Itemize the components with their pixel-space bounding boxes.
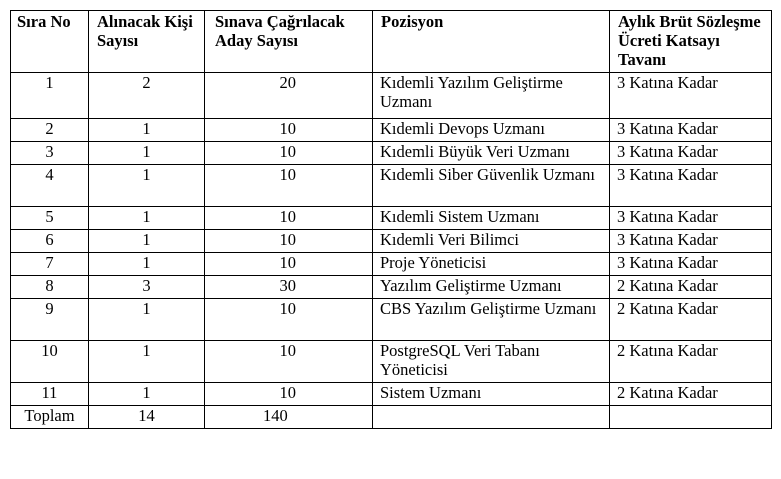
table-header-row xyxy=(11,11,772,73)
cell-fee: 3 Katına Kadar xyxy=(610,119,772,142)
cell-fee: 3 Katına Kadar xyxy=(610,207,772,230)
cell-count: 1 xyxy=(89,341,205,383)
cell-position: Kıdemli Siber Güvenlik Uzmanı xyxy=(373,165,610,207)
cell-fee: 3 Katına Kadar xyxy=(610,73,772,119)
cell-no: 11 xyxy=(11,383,89,406)
cell-fee: 3 Katına Kadar xyxy=(610,142,772,165)
cell-position: Kıdemli Büyük Veri Uzmanı xyxy=(373,142,610,165)
table-row xyxy=(11,119,772,142)
cell-candidates: 10 xyxy=(205,299,373,341)
cell-fee: 3 Katına Kadar xyxy=(610,230,772,253)
cell-count: 3 xyxy=(89,276,205,299)
cell-position: CBS Yazılım Geliştirme Uzmanı xyxy=(373,299,610,341)
table-row xyxy=(11,341,772,383)
cell-count: 2 xyxy=(89,73,205,119)
cell-no: 5 xyxy=(11,207,89,230)
cell-candidates: 10 xyxy=(205,142,373,165)
cell-fee: 2 Katına Kadar xyxy=(610,276,772,299)
header-count: Alınacak Kişi Sayısı xyxy=(89,11,205,73)
table-row xyxy=(11,165,772,207)
header-position: Pozisyon xyxy=(373,11,610,73)
cell-count: 1 xyxy=(89,207,205,230)
total-candidates: 140 xyxy=(205,406,373,429)
total-fee xyxy=(610,406,772,429)
cell-position: Yazılım Geliştirme Uzmanı xyxy=(373,276,610,299)
cell-no: 8 xyxy=(11,276,89,299)
cell-count: 1 xyxy=(89,253,205,276)
cell-position: Kıdemli Veri Bilimci xyxy=(373,230,610,253)
table-row xyxy=(11,142,772,165)
cell-position: Proje Yöneticisi xyxy=(373,253,610,276)
cell-no: 1 xyxy=(11,73,89,119)
cell-count: 1 xyxy=(89,230,205,253)
table-row xyxy=(11,253,772,276)
cell-fee: 2 Katına Kadar xyxy=(610,299,772,341)
header-fee: Aylık Brüt Sözleşme Ücreti Katsayı Tavanı xyxy=(610,11,772,73)
total-row xyxy=(11,406,772,429)
cell-fee: 2 Katına Kadar xyxy=(610,383,772,406)
cell-count: 1 xyxy=(89,142,205,165)
cell-no: 3 xyxy=(11,142,89,165)
total-count: 14 xyxy=(89,406,205,429)
total-position xyxy=(373,406,610,429)
document-page xyxy=(10,10,771,429)
cell-candidates: 10 xyxy=(205,341,373,383)
cell-candidates: 10 xyxy=(205,165,373,207)
cell-position: Sistem Uzmanı xyxy=(373,383,610,406)
header-candidates: Sınava Çağrılacak Aday Sayısı xyxy=(205,11,373,73)
cell-fee: 3 Katına Kadar xyxy=(610,253,772,276)
table-row xyxy=(11,276,772,299)
cell-fee: 3 Katına Kadar xyxy=(610,165,772,207)
table-row xyxy=(11,230,772,253)
cell-count: 1 xyxy=(89,383,205,406)
cell-no: 2 xyxy=(11,119,89,142)
cell-position: PostgreSQL Veri Tabanı Yöneticisi xyxy=(373,341,610,383)
cell-candidates: 10 xyxy=(205,207,373,230)
cell-position: Kıdemli Sistem Uzmanı xyxy=(373,207,610,230)
cell-candidates: 10 xyxy=(205,230,373,253)
cell-candidates: 10 xyxy=(205,119,373,142)
table-row xyxy=(11,383,772,406)
cell-count: 1 xyxy=(89,165,205,207)
cell-no: 7 xyxy=(11,253,89,276)
table-row xyxy=(11,73,772,119)
cell-candidates: 20 xyxy=(205,73,373,119)
cell-candidates: 30 xyxy=(205,276,373,299)
cell-candidates: 10 xyxy=(205,253,373,276)
cell-position: Kıdemli Yazılım Geliştirme Uzmanı xyxy=(373,73,610,119)
cell-no: 10 xyxy=(11,341,89,383)
cell-candidates: 10 xyxy=(205,383,373,406)
header-no: Sıra No xyxy=(11,11,89,73)
positions-table xyxy=(10,10,772,429)
table-row xyxy=(11,207,772,230)
cell-fee: 2 Katına Kadar xyxy=(610,341,772,383)
cell-no: 4 xyxy=(11,165,89,207)
cell-count: 1 xyxy=(89,119,205,142)
cell-count: 1 xyxy=(89,299,205,341)
cell-no: 9 xyxy=(11,299,89,341)
cell-no: 6 xyxy=(11,230,89,253)
cell-position: Kıdemli Devops Uzmanı xyxy=(373,119,610,142)
table-row xyxy=(11,299,772,341)
total-label: Toplam xyxy=(11,406,89,429)
